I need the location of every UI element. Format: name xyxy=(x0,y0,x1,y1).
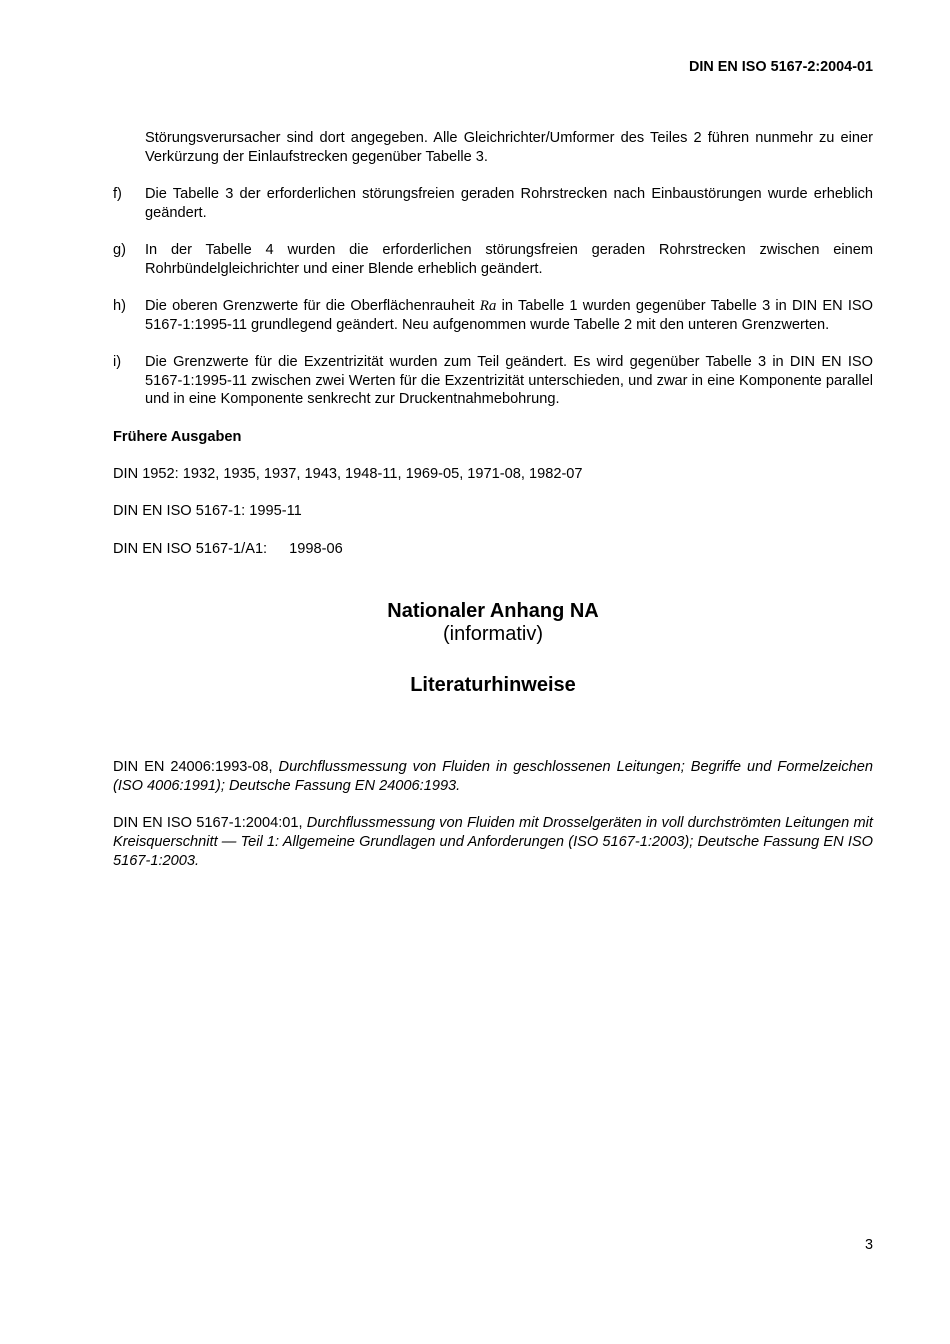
list-text-before: Die oberen Grenzwerte für die Oberflächenrauheit xyxy=(145,298,480,314)
reference-code: DIN EN 24006:1993-08, xyxy=(113,759,279,776)
reference-title: Durchflussmessung von Fluiden in geschlossenen Leitungen; Begriffe und Formelzeichen (ISO 4006:1991); Deutsche Fassung EN 24006:1993. xyxy=(113,759,874,794)
previous-editions-heading: Frühere Ausgaben xyxy=(113,428,242,445)
list-item-f xyxy=(113,185,873,222)
annex-title: Nationaler Anhang NA xyxy=(387,600,599,623)
previous-edition-date: 1998-06 xyxy=(289,540,343,557)
previous-edition-line: DIN 1952: 1932, 1935, 1937, 1943, 1948-11, 1969-05, 1971-08, 1982-07 xyxy=(113,466,583,482)
list-text-after: in Tabelle 1 wurden gegenüber Tabelle 3 in DIN EN ISO 5167-1:1995-11 grundlegend geändert. Neu aufgenommen wurde Tabelle 2 mit den unteren Grenzwerten. xyxy=(145,298,873,333)
list-text: Die Tabelle 3 der erforderlichen störungsfreien geraden Rohrstrecken nach Einbaustörungen wurde erheblich geändert. xyxy=(145,186,873,221)
list-text: In der Tabelle 4 wurden die erforderlichen störungsfreien geraden Rohrstrecken zwischen einem Rohrbündelgleichrichter und einer Blende erheblich geändert. xyxy=(145,242,873,277)
annex-heading xyxy=(113,600,873,646)
list-marker: i) xyxy=(113,354,122,370)
annex-subtitle: (informativ) xyxy=(442,623,543,646)
previous-edition-label: DIN EN ISO 5167-1/A1: xyxy=(113,540,268,557)
previous-edition-line xyxy=(113,540,873,559)
page-content xyxy=(113,129,873,870)
document-id: DIN EN ISO 5167-2:2004-01 xyxy=(689,59,873,75)
previous-edition-line: DIN EN ISO 5167-1: 1995-11 xyxy=(113,503,302,520)
page-number: 3 xyxy=(864,1237,873,1253)
list-item-i xyxy=(113,353,873,409)
reference-entry xyxy=(113,814,873,870)
roughness-symbol: Ra xyxy=(479,298,497,314)
reference-title: Durchflussmessung von Fluiden mit Drosselgeräten in voll durchströmten Leitungen mit Kreisquerschnitt — Teil 1: Allgemeine Grundlagen und Anforderungen (ISO 5167-1:2003); Deutsche Fassung EN ISO 5167-1:2003. xyxy=(113,815,873,869)
list-marker: f) xyxy=(113,186,122,202)
reference-code: DIN EN ISO 5167-1:2004:01, xyxy=(113,815,307,832)
list-marker: g) xyxy=(113,242,126,258)
literature-title: Literaturhinweise xyxy=(410,674,576,697)
list-item-h xyxy=(113,297,873,334)
list-text: Die Grenzwerte für die Exzentrizität wurden zum Teil geändert. Es wird gegenüber Tabelle 3 in DIN EN ISO 5167-1:1995-11 zwischen zwei Werten für die Exzentrizität unterschieden, und zwar in eine Komponente parallel und in eine Komponente senkrecht zur Druckentnahmebohrung. xyxy=(145,354,873,408)
list-marker: h) xyxy=(113,298,126,314)
continuation-paragraph: Störungsverursacher sind dort angegeben. Alle Gleichrichter/Umformer des Teiles 2 führen nunmehr zu einer Verkürzung der Einlaufstrecken gegenüber Tabelle 3. xyxy=(145,130,873,165)
list-item-g xyxy=(113,241,873,278)
reference-entry xyxy=(113,758,873,795)
